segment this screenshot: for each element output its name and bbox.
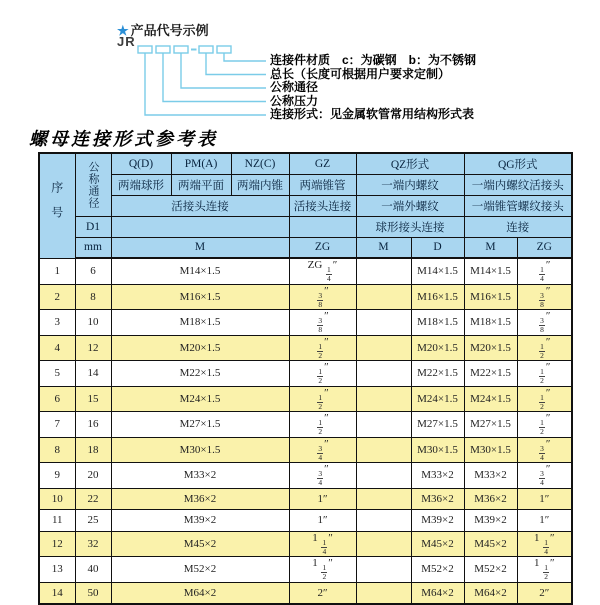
cell-qz-d: M30×1.5	[411, 437, 464, 463]
header-mm: mm	[75, 237, 111, 258]
code-box-3	[174, 46, 188, 53]
cell-qz-d: M14×1.5	[411, 258, 464, 284]
diagram-labels	[270, 54, 476, 122]
cell-m: M16×1.5	[111, 284, 289, 310]
reference-table	[38, 152, 573, 605]
cell-qg-m: M39×2	[464, 510, 517, 532]
code-box-5	[217, 46, 231, 53]
leader-line-length	[206, 53, 266, 75]
table-row	[39, 258, 572, 284]
cell-seq: 9	[39, 463, 75, 489]
table-row	[39, 510, 572, 532]
header-row-1	[39, 153, 572, 174]
header-q-desc: 两端球形	[111, 174, 171, 195]
cell-qg-m: M24×1.5	[464, 386, 517, 412]
table-row	[39, 557, 572, 583]
cell-m: M20×1.5	[111, 335, 289, 361]
cell-gz: $\frac{3}{8}$ ″	[289, 284, 356, 310]
cell-seq: 1	[39, 258, 75, 284]
header-col-q: Q(D)	[111, 153, 171, 174]
cell-seq: 14	[39, 582, 75, 604]
cell-m: M52×2	[111, 557, 289, 583]
cell-m: M36×2	[111, 488, 289, 510]
label-material: 连接件材质 c：为碳钢 b：为不锈钢	[270, 53, 477, 67]
cell-mm: 16	[75, 412, 111, 438]
cell-qz-m	[356, 463, 411, 489]
cell-mm: 12	[75, 335, 111, 361]
table-body	[39, 258, 572, 604]
cell-mm: 14	[75, 361, 111, 387]
header-blank-left	[111, 216, 289, 237]
cell-m: M64×2	[111, 582, 289, 604]
cell-gz: 1″	[289, 510, 356, 532]
cell-qg-zg: 2″	[517, 582, 572, 604]
header-col-qg: QG形式	[464, 153, 572, 174]
cell-seq: 5	[39, 361, 75, 387]
cell-m: M22×1.5	[111, 361, 289, 387]
cell-gz: ZG $\frac{1}{4}$ ″	[289, 258, 356, 284]
header-q-conn: 活接头连接	[111, 195, 289, 216]
cell-qg-m: M30×1.5	[464, 437, 517, 463]
header-nominal-diameter: 公称通径	[75, 153, 111, 216]
cell-qg-zg: 1 $\frac{1}{2}$ ″	[517, 557, 572, 583]
cell-seq: 10	[39, 488, 75, 510]
cell-qg-zg: $\frac{3}{8}$ ″	[517, 310, 572, 336]
cell-m: M18×1.5	[111, 310, 289, 336]
cell-qg-zg: $\frac{1}{2}$ ″	[517, 361, 572, 387]
cell-seq: 13	[39, 557, 75, 583]
header-col-nz: NZ(C)	[231, 153, 289, 174]
cell-mm: 32	[75, 531, 111, 557]
label-total-length: 总长（长度可根据用户要求定制）	[270, 66, 451, 81]
cell-gz: 1 $\frac{1}{4}$ ″	[289, 531, 356, 557]
cell-qz-m	[356, 488, 411, 510]
cell-qz-m	[356, 582, 411, 604]
cell-mm: 20	[75, 463, 111, 489]
code-box-1	[138, 46, 152, 53]
cell-gz: $\frac{1}{2}$ ″	[289, 412, 356, 438]
cell-qg-zg: $\frac{1}{2}$ ″	[517, 386, 572, 412]
cell-qg-zg: 1″	[517, 488, 572, 510]
header-qg-desc1: 一端内螺纹活接头	[464, 174, 572, 195]
cell-qg-m: M20×1.5	[464, 335, 517, 361]
cell-qz-d: M24×1.5	[411, 386, 464, 412]
header-qz-conn: 球形接头连接	[356, 216, 464, 237]
header-qz-desc2: 一端外螺纹	[356, 195, 464, 216]
cell-qg-m: M16×1.5	[464, 284, 517, 310]
table-row	[39, 310, 572, 336]
cell-qz-m	[356, 437, 411, 463]
header-seq: 序号	[39, 153, 75, 258]
cell-qg-zg: $\frac{1}{2}$ ″	[517, 412, 572, 438]
cell-mm: 22	[75, 488, 111, 510]
cell-qz-d: M18×1.5	[411, 310, 464, 336]
header-m-label: M	[111, 237, 289, 258]
cell-qz-d: M27×1.5	[411, 412, 464, 438]
cell-m: M24×1.5	[111, 386, 289, 412]
header-qg-m-label: M	[464, 237, 517, 258]
cell-gz: 2″	[289, 582, 356, 604]
table-title: 螺母连接形式参考表	[29, 129, 218, 149]
header-qg-conn: 连接	[464, 216, 572, 237]
cell-qg-m: M14×1.5	[464, 258, 517, 284]
cell-qg-m: M64×2	[464, 582, 517, 604]
leader-line-material	[224, 53, 266, 61]
cell-qg-m: M33×2	[464, 463, 517, 489]
cell-qz-m	[356, 258, 411, 284]
cell-qz-m	[356, 510, 411, 532]
table-row	[39, 284, 572, 310]
cell-mm: 15	[75, 386, 111, 412]
cell-qz-m	[356, 361, 411, 387]
cell-qg-zg: $\frac{3}{8}$ ″	[517, 284, 572, 310]
cell-mm: 40	[75, 557, 111, 583]
header-row-4	[39, 216, 572, 237]
cell-seq: 6	[39, 386, 75, 412]
cell-seq: 4	[39, 335, 75, 361]
cell-seq: 7	[39, 412, 75, 438]
leader-line-pressure	[163, 53, 266, 102]
cell-gz: $\frac{1}{2}$ ″	[289, 335, 356, 361]
cell-mm: 6	[75, 258, 111, 284]
cell-gz: $\frac{3}{4}$ ″	[289, 437, 356, 463]
cell-gz: $\frac{3}{4}$ ″	[289, 463, 356, 489]
table-row	[39, 582, 572, 604]
cell-qz-d: M20×1.5	[411, 335, 464, 361]
cell-seq: 12	[39, 531, 75, 557]
cell-qg-zg: 1″	[517, 510, 572, 532]
cell-qz-d: M52×2	[411, 557, 464, 583]
diagram-title: 产品代号示例	[130, 23, 209, 38]
cell-qz-d: M39×2	[411, 510, 464, 532]
label-nominal-diameter: 公称通径	[270, 80, 319, 95]
header-row-3	[39, 195, 572, 216]
code-box-2	[156, 46, 170, 53]
header-qz-m-label: M	[356, 237, 411, 258]
cell-seq: 8	[39, 437, 75, 463]
cell-seq: 2	[39, 284, 75, 310]
table-row	[39, 437, 572, 463]
cell-qg-m: M52×2	[464, 557, 517, 583]
cell-qz-m	[356, 310, 411, 336]
header-col-gz: GZ	[289, 153, 356, 174]
cell-qz-m	[356, 386, 411, 412]
header-pm-desc: 两端平面	[171, 174, 231, 195]
table-row	[39, 463, 572, 489]
header-qg-zg-label: ZG	[517, 237, 572, 258]
cell-qz-m	[356, 335, 411, 361]
code-box-4	[199, 46, 213, 53]
header-nz-desc: 两端内锥	[231, 174, 289, 195]
cell-qg-m: M36×2	[464, 488, 517, 510]
cell-qg-zg: $\frac{3}{4}$ ″	[517, 437, 572, 463]
cell-qg-m: M18×1.5	[464, 310, 517, 336]
cell-qz-m	[356, 557, 411, 583]
cell-qg-m: M27×1.5	[464, 412, 517, 438]
cell-m: M14×1.5	[111, 258, 289, 284]
table-row	[39, 531, 572, 557]
cell-mm: 25	[75, 510, 111, 532]
cell-seq: 3	[39, 310, 75, 336]
header-d1: D1	[75, 216, 111, 237]
header-qz-d-label: D	[411, 237, 464, 258]
cell-qz-d: M36×2	[411, 488, 464, 510]
cell-m: M33×2	[111, 463, 289, 489]
cell-qz-d: M16×1.5	[411, 284, 464, 310]
cell-qg-m: M45×2	[464, 531, 517, 557]
cell-gz: $\frac{3}{8}$ ″	[289, 310, 356, 336]
cell-qg-m: M22×1.5	[464, 361, 517, 387]
header-col-qz: QZ形式	[356, 153, 464, 174]
cell-gz: 1 $\frac{1}{2}$ ″	[289, 557, 356, 583]
cell-qz-d: M22×1.5	[411, 361, 464, 387]
cell-gz: $\frac{1}{2}$ ″	[289, 361, 356, 387]
cell-qz-m	[356, 284, 411, 310]
cell-m: M45×2	[111, 531, 289, 557]
cell-gz: $\frac{1}{2}$ ″	[289, 386, 356, 412]
cell-mm: 50	[75, 582, 111, 604]
header-blank-gz	[289, 216, 356, 237]
cell-qz-m	[356, 412, 411, 438]
cell-seq: 11	[39, 510, 75, 532]
cell-mm: 18	[75, 437, 111, 463]
table-row	[39, 412, 572, 438]
label-nominal-pressure: 公称压力	[270, 93, 319, 108]
header-qg-desc2: 一端锥管螺纹接头	[464, 195, 572, 216]
table-header	[39, 153, 572, 258]
cell-mm: 8	[75, 284, 111, 310]
header-qz-desc1: 一端内螺纹	[356, 174, 464, 195]
table-row	[39, 386, 572, 412]
header-gz-conn: 活接头连接	[289, 195, 356, 216]
header-row-2	[39, 174, 572, 195]
header-gz-desc: 两端锥管	[289, 174, 356, 195]
code-prefix: JR	[117, 34, 136, 49]
cell-qg-zg: $\frac{1}{2}$ ″	[517, 335, 572, 361]
cell-qz-d: M33×2	[411, 463, 464, 489]
cell-qz-d: M45×2	[411, 531, 464, 557]
cell-m: M30×1.5	[111, 437, 289, 463]
cell-qz-d: M64×2	[411, 582, 464, 604]
cell-qg-zg: 1 $\frac{1}{4}$ ″	[517, 531, 572, 557]
cell-m: M27×1.5	[111, 412, 289, 438]
label-connection-form: 连接形式：见金属软管常用结构形式表	[270, 107, 475, 122]
header-row-5	[39, 237, 572, 258]
cell-gz: 1″	[289, 488, 356, 510]
cell-qg-zg: $\frac{1}{4}$ ″	[517, 258, 572, 284]
header-zg-label: ZG	[289, 237, 356, 258]
cell-m: M39×2	[111, 510, 289, 532]
header-col-pm: PM(A)	[171, 153, 231, 174]
star-icon: ★	[117, 23, 129, 38]
cell-qz-m	[356, 531, 411, 557]
table-row	[39, 361, 572, 387]
table-row	[39, 488, 572, 510]
cell-qg-zg: $\frac{3}{4}$ ″	[517, 463, 572, 489]
cell-mm: 10	[75, 310, 111, 336]
table-row	[39, 335, 572, 361]
